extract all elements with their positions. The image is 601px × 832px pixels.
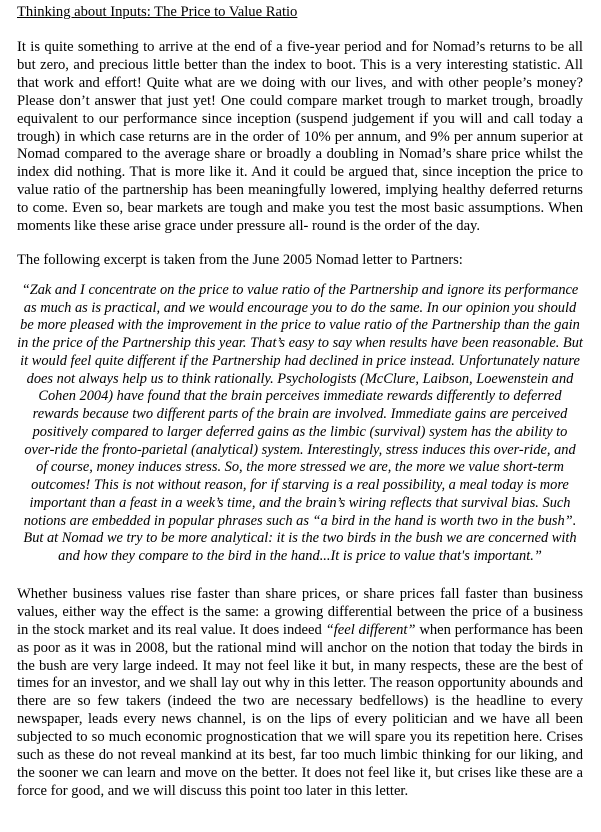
paragraph-performance: It is quite something to arrive at the end of a five-year period and for Nomad’s returns to be all but zero, and precious little better than the index to boot. This is a very interesting statistic. All that work and effort! Quite what are we doing with our lives, and with other people’s money? Please don’t answer that just yet! One could compare market trough to market trough, broadly equivalent to our performance since inception (suspend judgement if you will and call today a trough) in which case returns are in the order of 10% per annum, and 9% per annum superior at Nomad compared to the average share or broadly a doubling in Nomad’s share price whilst the index did nothing. That is more like it. And it could be argued that, since inception the price to value ratio of the partnership has been meaningfully lowered, implying healthy deferred returns to come. Even so, bear markets are tough and make you test the most basic assumptions. When moments like these arise grace under pressure all- round is the order of the day. <box>17 39 583 235</box>
paragraph-business-values <box>17 586 583 801</box>
paragraph-business-values-start: Whether business values rise faster than share prices, or share prices fall faster than business values, either way the effect is the same: a growing differential between the price of a business in the stock market and its real value. It does indeed <box>17 585 583 638</box>
document-page <box>17 4 583 801</box>
section-heading: Thinking about Inputs: The Price to Value Ratio <box>17 4 298 20</box>
excerpt-intro: The following excerpt is taken from the June 2005 Nomad letter to Partners: <box>17 251 463 268</box>
feel-different-emphasis: “feel different” <box>325 621 416 638</box>
paragraph-business-values-end: when performance has been as poor as it was in 2008, but the rational mind will anchor on the notion that today the birds in the bush are very large indeed. It may not feel like it but, in many respects, these are the best of times for an investor, and we shall lay out why in this letter. The reason opportunity abounds and there are so few takers (indeed the two are necessary bedfellows) is the headline to every newspaper, leads every news channel, is on the lips of every politician and we have all been subjected to so much economic prognostication that we will spare you its repetition here. Crises such as these do not reveal mankind at its best, far too much limbic thinking for our liking, and the sooner we can learn and move on the better. It does not feel like it, but crises like these are a force for good, and we will discuss this point too later in this letter. <box>17 621 584 799</box>
letter-excerpt-quote: “Zak and I concentrate on the price to value ratio of the Partnership and ignore its performance as much as is practical, and we would encourage you to do the same. In our opinion you should be more pleased with the improvement in the price to value ratio of the Partnership than the gain in the price of the Partnership this year. That’s easy to say when results have been reasonable. But it would feel quite different if the Partnership had declined in price instead. Unfortunately nature does not always help us to think rationally. Psychologists (McClure, Laibson, Loewenstein and Cohen 2004) have found that the brain perceives immediate rewards differently to deferred rewards because two different parts of the brain are involved. Immediate gains are perceived positively compared to larger deferred gains as the limbic (survival) system has the ability to over-ride the fronto-parietal (analytical) system. Interestingly, stress induces this over-ride, and of course, money induces stress. So, the more stressed we are, the more we value short-term outcomes! This is not without reason, for if starving is a real possibility, a meal today is more important than a feast in a week’s time, and the brain’s wiring reflects that survival bias. Such notions are embedded in popular phrases such as “a bird in the hand is worth two in the bush”. But at Nomad we try to be more analytical: it is the two birds in the bush we are concerned with and how they compare to the bird in the hand...It is price to value that's important.” <box>17 281 583 565</box>
